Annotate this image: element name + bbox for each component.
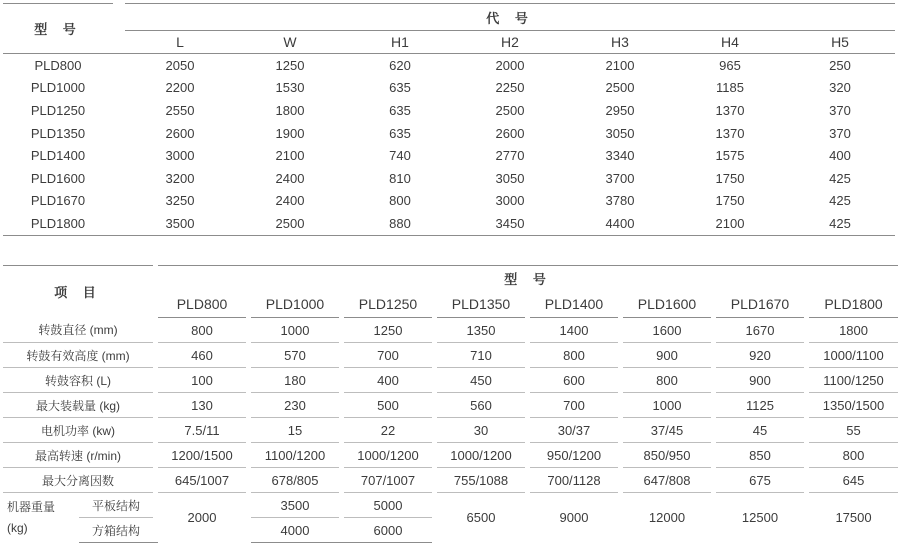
dim-value-cell: 2500 (495, 102, 525, 118)
dim-value-cell: 320 (829, 80, 851, 96)
dim-value-cell: 2100 (275, 148, 305, 164)
dim-value-cell: 1530 (275, 80, 305, 96)
weight-pld1400: 9000 (559, 510, 589, 526)
spec-value-cell: 560 (437, 393, 525, 418)
dim-value-cell: 3050 (495, 170, 525, 186)
spec-value-cell: 1100/1250 (809, 368, 898, 393)
weight-sub-box: 方箱结构 (79, 518, 153, 543)
dim-value-cell: 250 (785, 54, 895, 77)
dim-value-cell: 1750 (715, 193, 745, 209)
spec-value-cell: 1125 (716, 393, 804, 418)
dim-value-cell: 3000 (495, 193, 525, 209)
dim-value-cell: 1575 (715, 148, 745, 164)
weight-pld1000-flat: 3500 (251, 493, 339, 518)
spec-value-cell: 645 (809, 468, 898, 493)
dim-value-cell: 3000 (165, 148, 195, 164)
dim-value-cell: 1800 (275, 102, 305, 118)
dim-value-cell: 2050 (125, 54, 235, 77)
dim-value-cell: 425 (829, 193, 851, 209)
dim-value-cell: 635 (389, 125, 411, 141)
dim-value-cell: 370 (829, 125, 851, 141)
spec-value-cell: 700 (344, 343, 432, 368)
dim-value-cell: 880 (345, 212, 455, 235)
dim-gap (113, 99, 125, 122)
spec-row-label: 电机功率 (kw) (3, 418, 153, 443)
dim-value-cell: 3200 (165, 170, 195, 186)
spec-value-cell: 1600 (623, 318, 711, 343)
weight-pld1250-box: 6000 (344, 518, 432, 543)
dim-model-cell: PLD1600 (30, 170, 86, 186)
spec-value-cell: 900 (716, 368, 804, 393)
spec-value-cell: 1350 (437, 318, 525, 343)
dim-value-cell: 2100 (565, 54, 675, 77)
dim-row (3, 212, 895, 235)
dim-value-cell: 370 (829, 102, 851, 118)
dim-value-cell: 1250 (235, 54, 345, 77)
spec-row (3, 418, 898, 443)
col-header-h1: H1 (391, 34, 409, 50)
spec-row (3, 318, 898, 343)
dim-value-cell: 2500 (235, 212, 345, 235)
dim-value-cell: 740 (389, 148, 411, 164)
dim-value-cell: 4400 (565, 212, 675, 235)
dim-value-cell: 2400 (275, 193, 305, 209)
spec-model-header: PLD1250 (344, 291, 432, 318)
dim-value-cell: 2400 (275, 170, 305, 186)
weight-pld1600: 12000 (648, 510, 686, 526)
dim-gap (113, 122, 125, 145)
dim-row (3, 122, 895, 145)
spec-model-header: PLD1400 (530, 291, 618, 318)
spec-value-cell: 1000 (251, 318, 339, 343)
dim-model-cell: PLD1670 (30, 193, 86, 209)
dim-model-cell: PLD1250 (30, 102, 86, 118)
spec-row-label: 最大分离因数 (3, 468, 153, 493)
dim-value-cell: 2000 (455, 54, 565, 77)
dim-value-cell: 2200 (165, 80, 195, 96)
spec-value-cell: 707/1007 (344, 468, 432, 493)
spec-row-label: 转鼓直径 (mm) (3, 318, 153, 343)
dim-value-cell: 2600 (165, 125, 195, 141)
spec-type-header: 型 号 (158, 266, 898, 292)
spec-value-cell: 710 (437, 343, 525, 368)
dim-model-cell: PLD1350 (30, 125, 86, 141)
spec-value-cell: 850/950 (623, 443, 711, 468)
weight-pld1000-box: 4000 (251, 518, 339, 543)
spec-model-header: PLD1350 (437, 291, 525, 318)
dim-value-cell: 2950 (605, 102, 635, 118)
dim-code-header: 代 号 (125, 4, 895, 31)
spec-value-cell: 45 (716, 418, 804, 443)
spec-value-cell: 400 (344, 368, 432, 393)
col-header-w: W (283, 34, 297, 50)
spec-row-label: 最大装载量 (kg) (3, 393, 153, 418)
dim-gap (113, 212, 125, 235)
specifications-table (3, 265, 898, 543)
dim-value-cell: 1900 (275, 125, 305, 141)
spec-value-cell: 500 (344, 393, 432, 418)
dim-value-cell: 3250 (165, 193, 195, 209)
dim-value-cell: 1370 (715, 102, 745, 118)
col-header-h3: H3 (611, 34, 629, 50)
dim-value-cell: 2770 (495, 148, 525, 164)
dim-value-cell: 620 (345, 54, 455, 77)
spec-value-cell: 700/1128 (530, 468, 618, 493)
spec-model-header: PLD1670 (716, 291, 804, 318)
spec-value-cell: 645/1007 (158, 468, 246, 493)
dim-type-header: 型 号 (3, 4, 113, 54)
spec-value-cell: 22 (344, 418, 432, 443)
col-header-h5: H5 (831, 34, 849, 50)
spec-value-cell: 30/37 (530, 418, 618, 443)
dim-value-cell: 3780 (605, 193, 635, 209)
spec-model-header: PLD1800 (809, 291, 898, 318)
dim-model-cell: PLD800 (3, 54, 113, 77)
dim-gap (113, 144, 125, 167)
col-header-h4: H4 (721, 34, 739, 50)
weight-pld1670: 12500 (741, 510, 779, 526)
spec-value-cell: 755/1088 (437, 468, 525, 493)
dim-value-cell: 1185 (716, 80, 744, 96)
dim-gap (113, 167, 125, 190)
spec-value-cell: 180 (251, 368, 339, 393)
dim-value-cell: 3050 (605, 125, 635, 141)
spec-value-cell: 800 (530, 343, 618, 368)
spec-row (3, 368, 898, 393)
dim-value-cell: 400 (829, 148, 851, 164)
spec-value-cell: 1200/1500 (158, 443, 246, 468)
spec-value-cell: 230 (251, 393, 339, 418)
dim-gap (113, 190, 125, 213)
spec-row-label: 转鼓有效高度 (mm) (3, 343, 153, 368)
dim-model-cell: PLD1000 (30, 80, 86, 96)
spec-value-cell: 678/805 (251, 468, 339, 493)
dim-model-cell: PLD1800 (3, 212, 113, 235)
spec-row (3, 343, 898, 368)
spec-row (3, 393, 898, 418)
dim-value-cell: 2250 (495, 80, 525, 96)
dim-gap (113, 54, 125, 77)
dim-value-cell: 2600 (495, 125, 525, 141)
spec-model-header: PLD800 (158, 291, 246, 318)
dim-row (3, 99, 895, 122)
spec-value-cell: 460 (158, 343, 246, 368)
spec-row-label: 转鼓容积 (L) (3, 368, 153, 393)
spec-value-cell: 1250 (344, 318, 432, 343)
dim-value-cell: 425 (785, 212, 895, 235)
dim-value-cell: 3700 (605, 170, 635, 186)
spec-value-cell: 1000/1200 (437, 443, 525, 468)
dim-row (3, 190, 895, 213)
spec-value-cell: 1000/1100 (809, 343, 898, 368)
spec-value-cell: 1350/1500 (809, 393, 898, 418)
spec-value-cell: 950/1200 (530, 443, 618, 468)
spec-value-cell: 700 (530, 393, 618, 418)
weight-label-line2: (kg) (7, 520, 28, 535)
dim-value-cell: 2550 (165, 102, 195, 118)
spec-value-cell: 7.5/11 (158, 418, 246, 443)
weight-pld1250-flat: 5000 (344, 493, 432, 518)
dim-value-cell: 1370 (715, 125, 745, 141)
dim-gap (113, 77, 125, 100)
spec-value-cell: 920 (716, 343, 804, 368)
weight-pld1350: 6500 (466, 510, 496, 526)
dim-row (3, 144, 895, 167)
dim-value-cell: 3500 (125, 212, 235, 235)
spec-value-cell: 800 (158, 318, 246, 343)
dim-value-cell: 635 (389, 102, 411, 118)
spec-value-cell: 1800 (809, 318, 898, 343)
spec-value-cell: 800 (623, 368, 711, 393)
dim-value-cell: 2500 (605, 80, 635, 96)
dim-value-cell: 2100 (675, 212, 785, 235)
dim-value-cell: 800 (389, 193, 411, 209)
spec-value-cell: 1000/1200 (344, 443, 432, 468)
spec-body (3, 318, 898, 493)
spec-model-header: PLD1000 (251, 291, 339, 318)
spec-value-cell: 600 (530, 368, 618, 393)
spec-value-cell: 30 (437, 418, 525, 443)
spec-value-cell: 55 (809, 418, 898, 443)
dim-value-cell: 965 (675, 54, 785, 77)
weight-pld800: 2000 (187, 510, 217, 526)
spec-value-cell: 1100/1200 (251, 443, 339, 468)
spec-value-cell: 15 (251, 418, 339, 443)
spec-row-label: 最高转速 (r/min) (3, 443, 153, 468)
spec-value-cell: 647/808 (623, 468, 711, 493)
dim-row (3, 77, 895, 100)
spec-row (3, 468, 898, 493)
spec-value-cell: 900 (623, 343, 711, 368)
spec-value-cell: 570 (251, 343, 339, 368)
col-header-h2: H2 (501, 34, 519, 50)
dimensions-table (3, 3, 895, 236)
dim-value-cell: 3450 (455, 212, 565, 235)
dim-value-cell: 1750 (715, 170, 745, 186)
spec-value-cell: 1000 (623, 393, 711, 418)
spec-value-cell: 800 (809, 443, 898, 468)
dim-value-cell: 635 (389, 80, 411, 96)
spec-value-cell: 850 (716, 443, 804, 468)
weight-label-line1: 机器重量 (7, 499, 56, 514)
col-header-l: L (176, 34, 184, 50)
spec-value-cell: 130 (158, 393, 246, 418)
spec-value-cell: 1670 (716, 318, 804, 343)
dim-row (3, 167, 895, 190)
weight-sub-flat: 平板结构 (79, 493, 153, 518)
spec-item-header: 项 目 (3, 266, 153, 318)
dim-value-cell: 810 (389, 170, 411, 186)
spec-value-cell: 100 (158, 368, 246, 393)
dim-value-cell: 3340 (605, 148, 635, 164)
dim-row (3, 54, 895, 77)
spec-row (3, 443, 898, 468)
spec-value-cell: 675 (716, 468, 804, 493)
dim-body (3, 54, 895, 236)
weight-pld1800: 17500 (835, 510, 872, 526)
dim-model-cell: PLD1400 (30, 148, 86, 164)
dim-value-cell: 425 (829, 170, 851, 186)
spec-value-cell: 450 (437, 368, 525, 393)
spec-value-cell: 1400 (530, 318, 618, 343)
spec-value-cell: 37/45 (623, 418, 711, 443)
weight-label (3, 493, 79, 543)
spec-model-header: PLD1600 (623, 291, 711, 318)
